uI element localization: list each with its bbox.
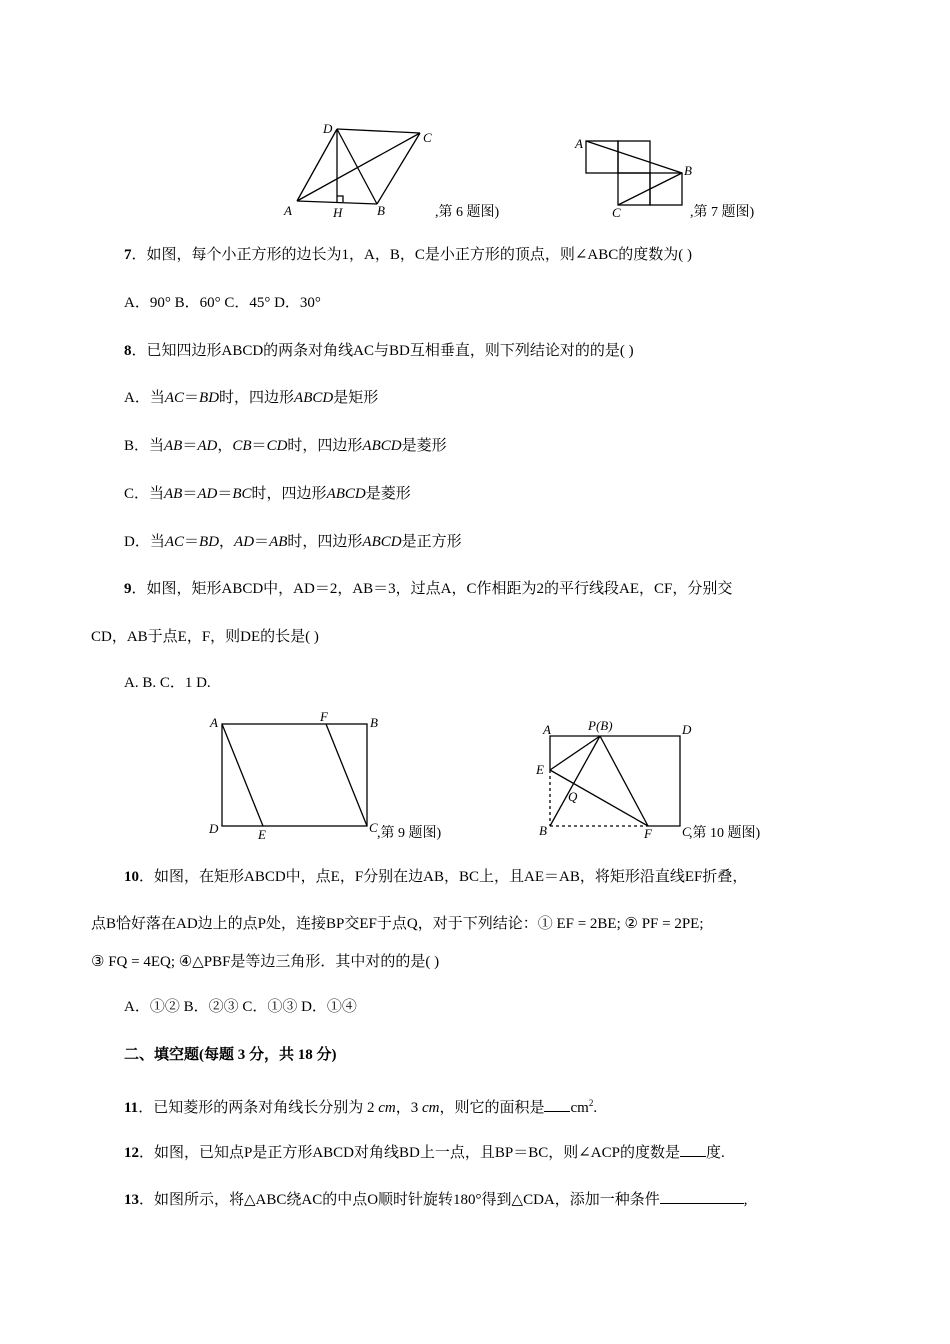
q10-text-1: ．如图，在矩形ABCD中，点E，F分别在边AB，BC上，且AE＝AB，将矩形沿直线EF折叠， xyxy=(139,869,748,885)
q8-option-b: B．当AB＝AD，CB＝CD时，四边形ABCD是菱形 xyxy=(124,438,447,454)
fig9-label-d: D xyxy=(209,821,219,836)
section-2-title: 二、填空题(每题 3 分，共 18 分) xyxy=(124,1047,337,1063)
q12-number: 12 xyxy=(124,1145,139,1161)
fig9-label-e: E xyxy=(258,827,266,842)
fig6-label-a: A xyxy=(284,203,292,218)
q11-answer-blank[interactable] xyxy=(544,1096,570,1112)
fig6-caption: ,第 6 题图) xyxy=(435,205,500,220)
question-8 xyxy=(124,341,634,361)
fig6-label-h: H xyxy=(333,205,343,220)
question-10 xyxy=(124,867,747,887)
q9-number: 9 xyxy=(124,581,132,597)
fig10-label-c: C xyxy=(682,824,691,839)
fig10-label-f: F xyxy=(644,826,652,841)
question-13: 13．如图所示，将△ABC绕AC的中点O顺时针旋转180°得到△CDA，添加一种条件 , xyxy=(124,1188,748,1210)
fig7-caption: ,第 7 题图) xyxy=(690,205,755,220)
fig10-label-pb: P(B) xyxy=(588,718,613,733)
fig9-caption: ,第 9 题图) xyxy=(377,826,442,841)
fig10-label-b: B xyxy=(539,823,547,838)
fig6-label-d: D xyxy=(323,121,333,136)
fig6-label-c: C xyxy=(423,130,432,145)
q10-number: 10 xyxy=(124,869,139,885)
fig9-label-a: A xyxy=(210,715,218,730)
fig9-label-c: C xyxy=(369,820,378,835)
q9-text-1: ．如图，矩形ABCD中，AD＝2，AB＝3，过点A，C作相距为2的平行线段AE，CF，分别交 xyxy=(131,581,733,597)
question-12: 12．如图，已知点P是正方形ABCD对角线BD上一点，且BP＝BC，则∠ACP的度数是 度. xyxy=(124,1141,725,1163)
q8-text: ．已知四边形ABCD的两条对角线AC与BD互相垂直，则下列结论对的的是( ) xyxy=(131,343,634,359)
fig10-label-e: E xyxy=(536,762,544,777)
q13-answer-blank[interactable] xyxy=(660,1188,744,1204)
q10-options: A．①② B．②③ C．①③ D．①④ xyxy=(124,999,357,1015)
fig9-label-f: F xyxy=(320,709,328,724)
q13-number: 13 xyxy=(124,1192,139,1208)
q8-number: 8 xyxy=(124,343,132,359)
q10-text-2: 点B恰好落在AD边上的点P处，连接BP交EF于点Q，对于下列结论：① EF = 2BE; ② PF = 2PE; xyxy=(91,916,704,932)
q11-number: 11 xyxy=(124,1100,139,1116)
fig10-caption: ,第 10 题图) xyxy=(689,826,761,841)
question-9 xyxy=(124,579,732,599)
figure-6-parallelogram xyxy=(280,120,440,225)
q7-number: 7 xyxy=(124,247,132,263)
fig9-label-b: B xyxy=(370,715,378,730)
fig6-label-b: B xyxy=(377,203,385,218)
fig10-label-q: Q xyxy=(568,789,578,804)
figure-9-rectangle xyxy=(205,710,390,845)
fig7-label-c: C xyxy=(612,205,621,220)
q9-text-2: CD，AB于点E，F，则DE的长是( ) xyxy=(91,629,319,645)
fig10-label-a: A xyxy=(543,722,551,737)
q8-option-a: A．当AC＝BD时，四边形ABCD是矩形 xyxy=(124,390,379,406)
q8-option-d: D．当AC＝BD，AD＝AB时，四边形ABCD是正方形 xyxy=(124,534,462,550)
q7-text: ．如图，每个小正方形的边长为1，A，B，C是小正方形的顶点，则∠ABC的度数为( ) xyxy=(131,247,692,263)
q12-answer-blank[interactable] xyxy=(680,1141,706,1157)
q7-options: A．90° B．60° C．45° D．30° xyxy=(124,295,321,311)
fig10-label-d: D xyxy=(682,722,692,737)
fig7-label-b: B xyxy=(684,163,692,178)
q9-options: A. B. C．1 D. xyxy=(124,675,211,691)
question-7 xyxy=(124,245,692,265)
figure-7-grid xyxy=(570,130,690,220)
fig7-label-a: A xyxy=(575,136,583,151)
question-11: 11．已知菱形的两条对角线长分别为 2 cm，3 cm，则它的面积是 $cm^2$. xyxy=(124,1098,598,1116)
q8-option-c: C．当AB＝AD＝BC时，四边形ABCD是菱形 xyxy=(124,486,411,502)
figure-10-folded-rectangle xyxy=(530,712,700,842)
q10-text-3: ③ FQ = 4EQ; ④△PBF是等边三角形．其中对的的是( ) xyxy=(91,954,440,970)
